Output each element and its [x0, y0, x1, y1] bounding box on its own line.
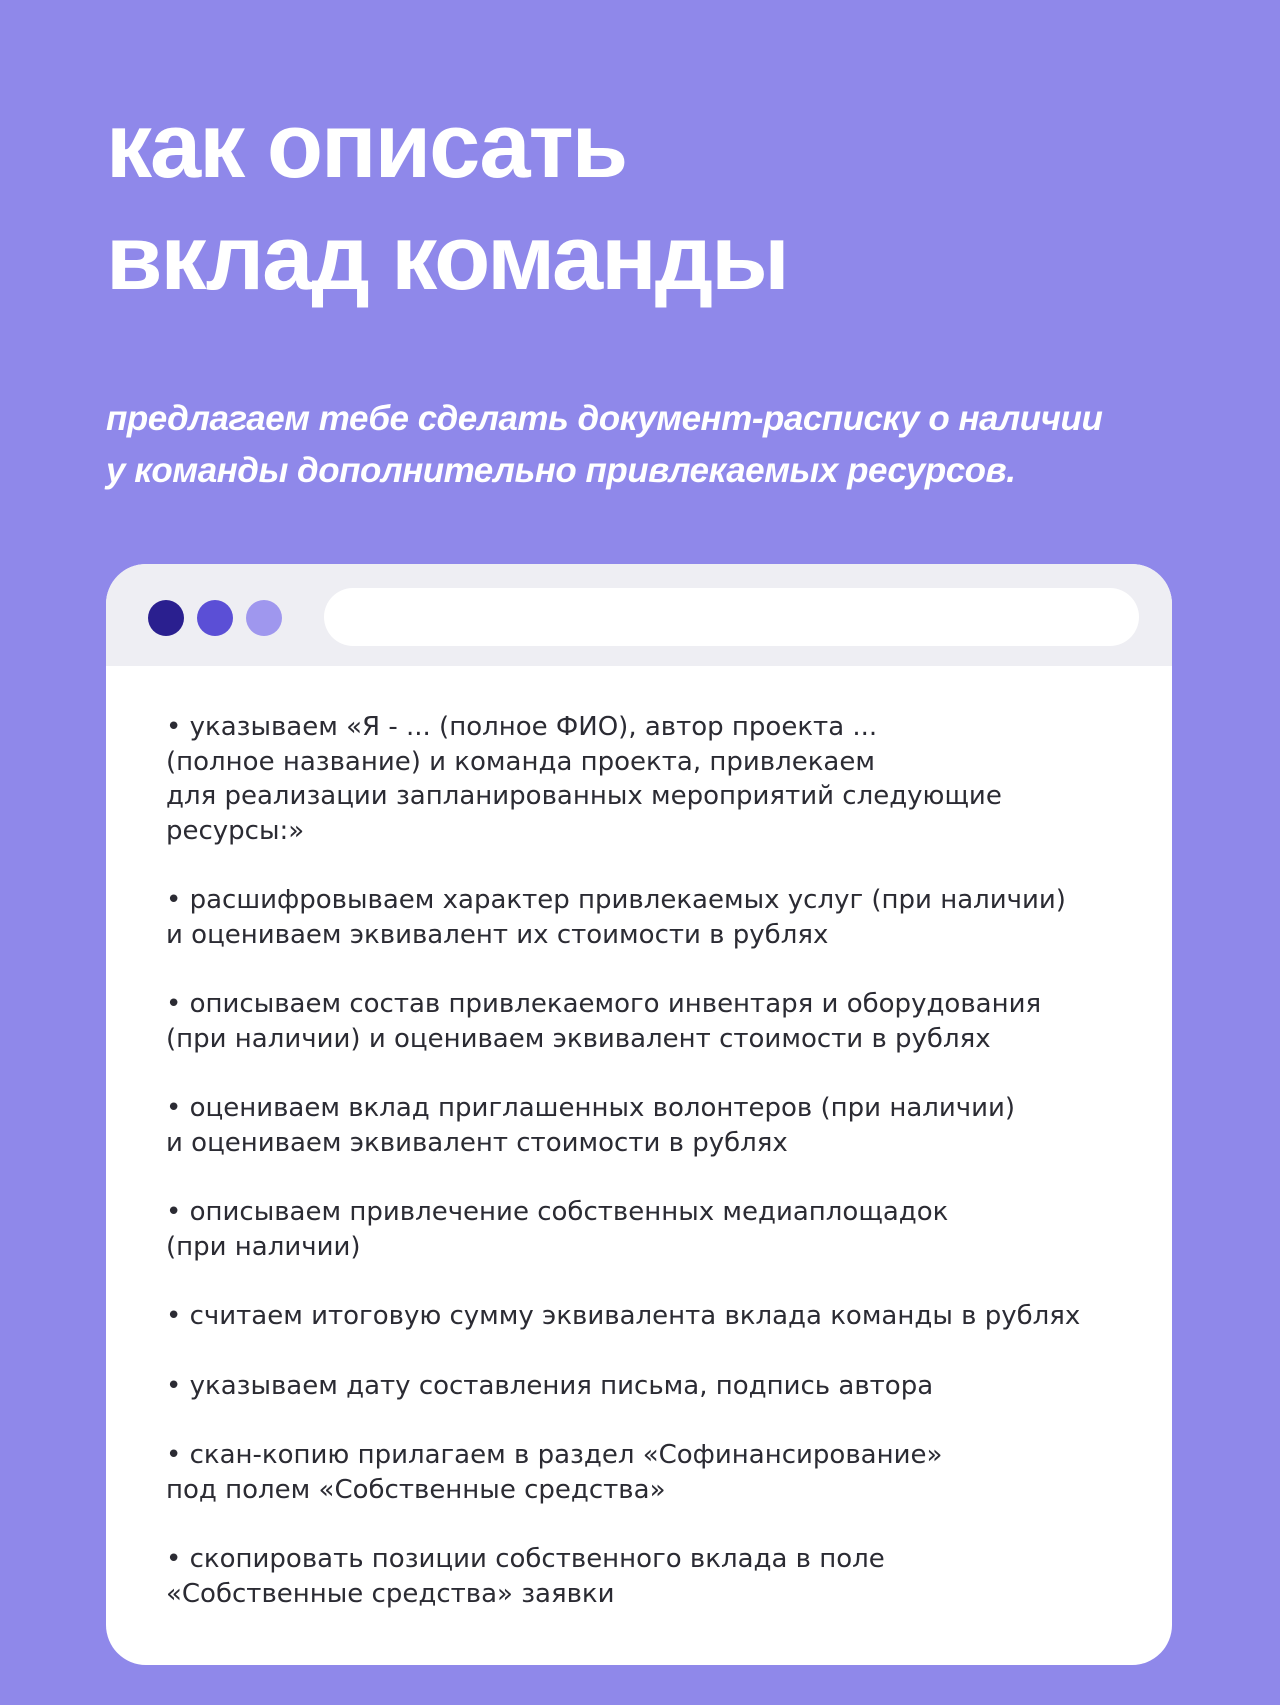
- list-item-line: • скан-копию прилагаем в раздел «Софинансирование»: [166, 1440, 943, 1470]
- list-item: [166, 1091, 1126, 1160]
- list-item: [166, 1299, 1126, 1334]
- list-item: [166, 1369, 1126, 1404]
- title-line-2: вклад команды: [106, 207, 788, 309]
- list-item-line: • описываем привлечение собственных медиаплощадок: [166, 1197, 949, 1227]
- list-item-line: и оцениваем эквивалент их стоимости в рублях: [166, 919, 829, 950]
- list-item: [166, 883, 1126, 952]
- subtitle-line-1: предлагаем тебе сделать документ-расписку о наличии: [106, 399, 1103, 438]
- list-item-line: • указываем дату составления письма, подпись автора: [166, 1370, 934, 1401]
- list-item: [166, 710, 1126, 848]
- list-item-line: (при наличии): [166, 1231, 361, 1262]
- list-item-line: • считаем итоговую сумму эквивалента вклада команды в рублях: [166, 1301, 1081, 1331]
- address-bar: [324, 588, 1139, 646]
- list-item-line: • расшифровываем характер привлекаемых услуг (при наличии): [166, 885, 1066, 915]
- page-title: [106, 90, 788, 314]
- list-item-line: • описываем состав привлекаемого инвентаря и оборудования: [166, 989, 1042, 1019]
- title-line-1: как описать: [106, 95, 627, 197]
- window-title-bar: [106, 564, 1172, 666]
- list-item-line: • скопировать позиции собственного вклада в поле: [166, 1544, 885, 1574]
- list-item: [166, 1195, 1126, 1264]
- list-item: [166, 1438, 1126, 1507]
- list-item-line: • указываем «Я - ... (полное ФИО), автор проекта ...: [166, 712, 878, 742]
- list-item: [166, 987, 1126, 1056]
- window-dot-light: [246, 600, 282, 636]
- browser-window-card: [106, 564, 1172, 1665]
- instruction-list: [166, 710, 1126, 1646]
- list-item-line: • оцениваем вклад приглашенных волонтеров (при наличии): [166, 1093, 1016, 1123]
- list-item-line: (полное название) и команда проекта, привлекаем: [166, 746, 875, 777]
- window-dot-mid: [197, 600, 233, 636]
- subtitle-line-2: у команды дополнительно привлекаемых ресурсов.: [106, 451, 1016, 490]
- list-item-line: под полем «Собственные средства»: [166, 1474, 666, 1505]
- list-item-line: «Собственные средства» заявки: [166, 1578, 615, 1609]
- list-item-line: и оцениваем эквивалент стоимости в рублях: [166, 1127, 788, 1158]
- list-item-line: (при наличии) и оцениваем эквивалент стоимости в рублях: [166, 1023, 991, 1054]
- list-item: [166, 1542, 1126, 1611]
- list-item-line: для реализации запланированных мероприятий следующие: [166, 781, 1002, 811]
- list-item-line: ресурсы:»: [166, 815, 305, 846]
- window-dot-dark: [148, 600, 184, 636]
- subtitle: [106, 393, 1102, 497]
